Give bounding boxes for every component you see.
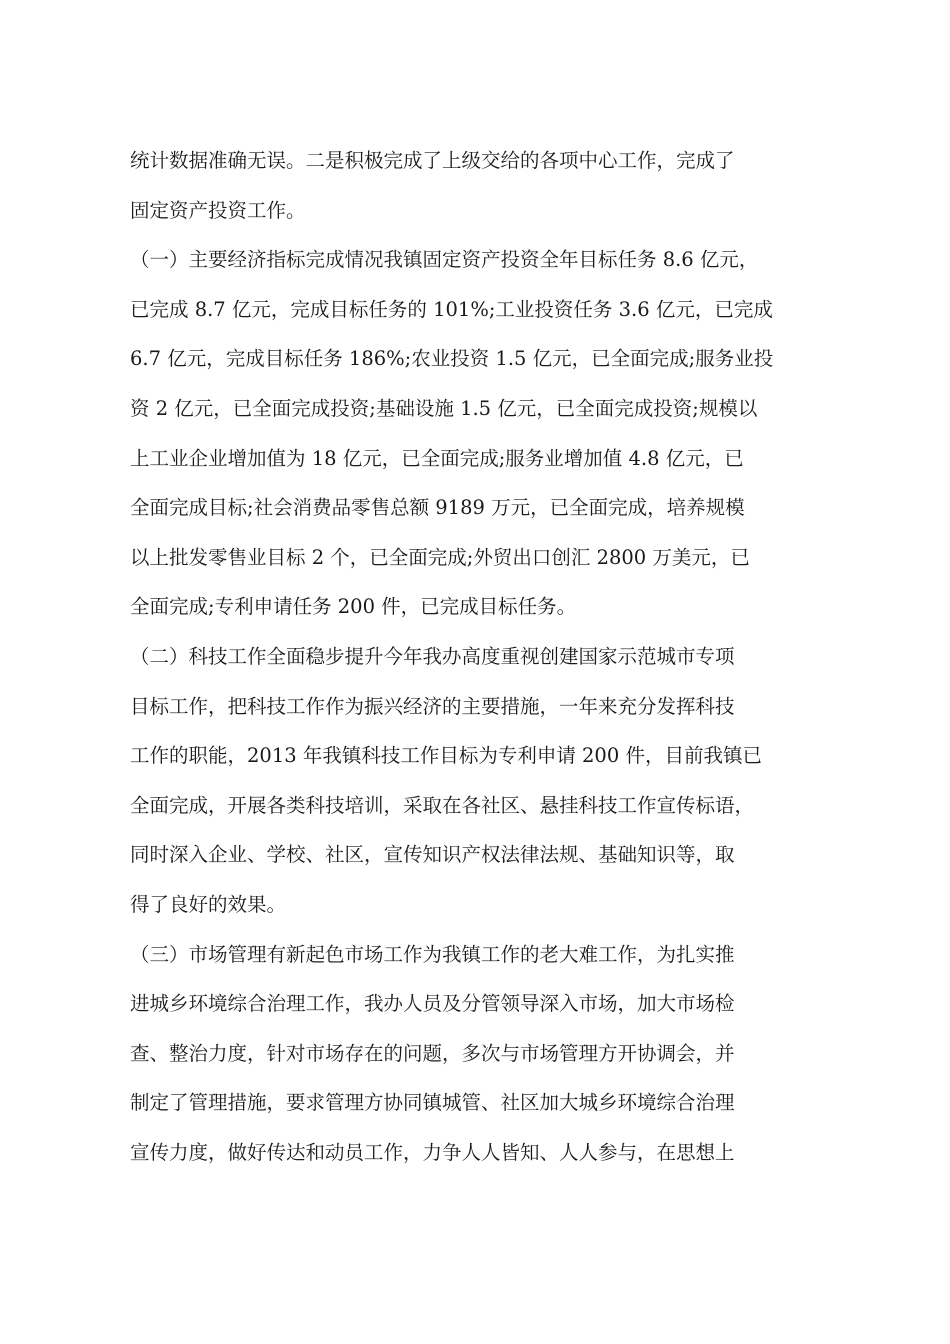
text-line: 统计数据准确无误。二是积极完成了上级交给的各项中心工作，完成了 xyxy=(130,149,735,172)
text-line: 得了良好的效果。 xyxy=(130,892,287,916)
text-line: 同时深入企业、学校、社区，宣传知识产权法律法规、基础知识等，取 xyxy=(130,843,735,867)
text-line: 全面完成目标;社会消费品零售总额 9189 万元，已全面完成，培养规模 xyxy=(130,496,745,520)
document-body xyxy=(130,136,830,1177)
text-line: 固定资产投资工作。 xyxy=(130,198,306,222)
text-line: 已完成 8.7 亿元，完成目标任务的 101%;工业投资任务 3.6 亿元，已完成 xyxy=(130,297,773,321)
paragraph-heading-2: （二）科技工作全面稳步提升今年我办高度重视创建国家示范城市专项 xyxy=(130,644,735,668)
text-line: 目标工作，把科技工作作为振兴经济的主要措施，一年来充分发挥科技 xyxy=(130,694,735,718)
text-line: 宣传力度，做好传达和动员工作，力争人人皆知、人人参与，在思想上 xyxy=(130,1140,735,1164)
text-line: 以上批发零售业目标 2 个，已全面完成;外贸出口创汇 2800 万美元，已 xyxy=(130,545,750,569)
text-line: 制定了管理措施，要求管理方协同镇城管、社区加大城乡环境综合治理 xyxy=(130,1091,735,1115)
paragraph-heading-3: （三）市场管理有新起色市场工作为我镇工作的老大难工作，为扎实推 xyxy=(130,942,735,966)
text-line: 全面完成;专利申请任务 200 件，已完成目标任务。 xyxy=(130,595,577,619)
text-line: 全面完成，开展各类科技培训，采取在各社区、悬挂科技工作宣传标语， xyxy=(130,793,755,817)
text-line: 进城乡环境综合治理工作，我办人员及分管领导深入市场，加大市场检 xyxy=(130,992,735,1016)
text-line: 资 2 亿元，已全面完成投资;基础设施 1.5 亿元，已全面完成投资;规模以 xyxy=(130,396,758,420)
text-line: 6.7 亿元，完成目标任务 186%;农业投资 1.5 亿元，已全面完成;服务业投 xyxy=(130,347,774,371)
text-line: 查、整治力度，针对市场存在的问题，多次与市场管理方开协调会，并 xyxy=(130,1041,735,1065)
text-line: 工作的职能，2013 年我镇科技工作目标为专利申请 200 件，目前我镇已 xyxy=(130,744,762,768)
paragraph-heading-1: （一）主要经济指标完成情况我镇固定资产投资全年目标任务 8.6 亿元， xyxy=(130,248,759,272)
text-line: 上工业企业增加值为 18 亿元，已全面完成;服务业增加值 4.8 亿元，已 xyxy=(130,446,744,470)
